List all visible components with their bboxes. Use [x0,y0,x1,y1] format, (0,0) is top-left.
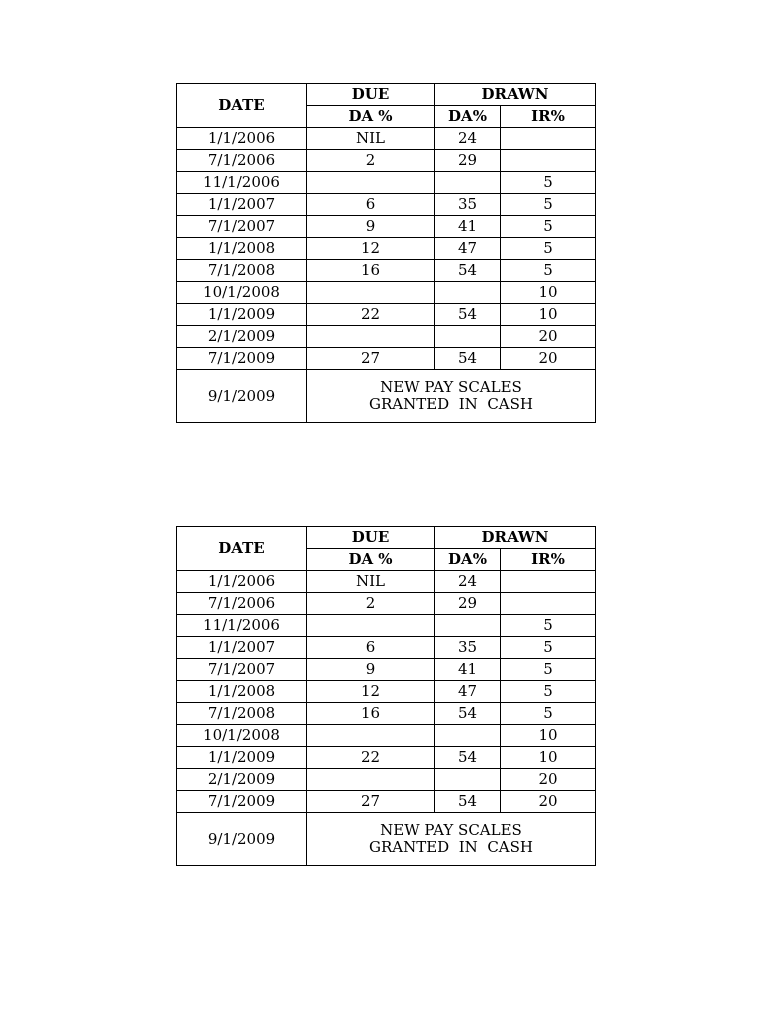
date-cell: 7/1/2007 [177,659,307,681]
due-da-cell: NIL [307,128,435,150]
drawn-da-cell [435,326,501,348]
footer-note-line: NEW PAY SCALES [380,378,522,396]
drawn-ir-cell: 10 [501,282,596,304]
due-da-cell: NIL [307,571,435,593]
footer-date-cell: 9/1/2009 [177,370,307,423]
date-header: DATE [177,84,307,128]
table-row [177,681,596,703]
drawn-ir-header: IR% [501,106,596,128]
date-cell: 1/1/2009 [177,747,307,769]
drawn-ir-cell: 5 [501,637,596,659]
drawn-ir-cell: 10 [501,725,596,747]
drawn-da-cell: 24 [435,128,501,150]
due-da-cell [307,172,435,194]
due-da-cell: 22 [307,304,435,326]
table-row [177,615,596,637]
table-row [177,593,596,615]
date-cell: 2/1/2009 [177,769,307,791]
drawn-da-cell: 41 [435,216,501,238]
header-row-top [177,527,596,549]
table-row [177,348,596,370]
drawn-ir-cell: 5 [501,260,596,282]
drawn-da-cell: 29 [435,593,501,615]
header-row-top [177,84,596,106]
date-cell: 1/1/2007 [177,637,307,659]
date-cell: 10/1/2008 [177,725,307,747]
date-cell: 1/1/2009 [177,304,307,326]
drawn-ir-cell: 20 [501,769,596,791]
due-da-cell: 16 [307,260,435,282]
da-table-body [177,84,596,423]
due-da-cell: 2 [307,593,435,615]
table-row [177,194,596,216]
drawn-da-header: DA% [435,549,501,571]
drawn-ir-cell: 5 [501,615,596,637]
date-cell: 1/1/2008 [177,238,307,260]
due-da-cell [307,615,435,637]
drawn-da-cell: 54 [435,791,501,813]
footer-note-line: GRANTED IN CASH [368,395,533,413]
drawn-ir-cell: 10 [501,304,596,326]
drawn-da-cell: 54 [435,348,501,370]
drawn-ir-cell: 5 [501,703,596,725]
date-cell: 1/1/2007 [177,194,307,216]
due-da-cell: 2 [307,150,435,172]
drawn-ir-header: IR% [501,549,596,571]
table-row [177,128,596,150]
table-row [177,659,596,681]
drawn-ir-cell: 5 [501,216,596,238]
drawn-da-cell: 35 [435,637,501,659]
date-cell: 7/1/2008 [177,703,307,725]
footer-note-cell [307,813,596,866]
due-da-cell: 22 [307,747,435,769]
table-row [177,326,596,348]
drawn-ir-cell: 5 [501,238,596,260]
date-cell: 7/1/2009 [177,791,307,813]
drawn-da-cell [435,615,501,637]
due-da-cell: 6 [307,637,435,659]
due-da-cell: 12 [307,681,435,703]
table-row [177,791,596,813]
da-table-1 [176,83,596,423]
drawn-da-header: DA% [435,106,501,128]
drawn-ir-cell: 20 [501,326,596,348]
drawn-ir-cell [501,150,596,172]
date-cell: 7/1/2006 [177,150,307,172]
drawn-ir-cell: 20 [501,348,596,370]
drawn-da-cell: 29 [435,150,501,172]
footer-note-cell [307,370,596,423]
drawn-da-cell [435,725,501,747]
due-da-cell: 9 [307,659,435,681]
due-header: DUE [307,84,435,106]
table-row [177,769,596,791]
footer-row [177,370,596,423]
drawn-da-cell: 41 [435,659,501,681]
drawn-ir-cell: 5 [501,194,596,216]
footer-date-cell: 9/1/2009 [177,813,307,866]
drawn-da-cell [435,769,501,791]
date-cell: 1/1/2008 [177,681,307,703]
table-row [177,637,596,659]
table-row [177,260,596,282]
table-row [177,216,596,238]
drawn-da-cell [435,172,501,194]
date-cell: 2/1/2009 [177,326,307,348]
table-row [177,172,596,194]
due-da-cell: 27 [307,348,435,370]
due-da-cell: 27 [307,791,435,813]
date-cell: 7/1/2009 [177,348,307,370]
due-da-cell [307,769,435,791]
footer-note-line: NEW PAY SCALES [380,821,522,839]
date-header: DATE [177,527,307,571]
drawn-ir-cell [501,128,596,150]
date-cell: 11/1/2006 [177,615,307,637]
date-cell: 7/1/2007 [177,216,307,238]
due-da-cell [307,282,435,304]
table-row [177,282,596,304]
table-row [177,747,596,769]
drawn-da-cell: 24 [435,571,501,593]
drawn-da-cell: 47 [435,238,501,260]
table-row [177,304,596,326]
table-row [177,703,596,725]
drawn-da-cell: 54 [435,747,501,769]
drawn-header: DRAWN [435,84,596,106]
drawn-ir-cell: 10 [501,747,596,769]
drawn-da-cell: 54 [435,703,501,725]
date-cell: 7/1/2008 [177,260,307,282]
due-da-cell [307,725,435,747]
due-da-cell: 6 [307,194,435,216]
footer-row [177,813,596,866]
due-da-header: DA % [307,549,435,571]
drawn-da-cell: 54 [435,304,501,326]
drawn-ir-cell: 5 [501,659,596,681]
due-da-cell: 16 [307,703,435,725]
drawn-ir-cell: 5 [501,172,596,194]
date-cell: 1/1/2006 [177,128,307,150]
drawn-ir-cell [501,571,596,593]
date-cell: 1/1/2006 [177,571,307,593]
due-da-cell [307,326,435,348]
due-da-cell: 12 [307,238,435,260]
table-row [177,725,596,747]
drawn-ir-cell: 5 [501,681,596,703]
date-cell: 10/1/2008 [177,282,307,304]
drawn-da-cell [435,282,501,304]
due-header: DUE [307,527,435,549]
date-cell: 11/1/2006 [177,172,307,194]
drawn-header: DRAWN [435,527,596,549]
drawn-da-cell: 47 [435,681,501,703]
table-row [177,150,596,172]
da-table-body [177,527,596,866]
drawn-da-cell: 35 [435,194,501,216]
drawn-ir-cell [501,593,596,615]
drawn-ir-cell: 20 [501,791,596,813]
due-da-cell: 9 [307,216,435,238]
drawn-da-cell: 54 [435,260,501,282]
due-da-header: DA % [307,106,435,128]
table-row [177,238,596,260]
date-cell: 7/1/2006 [177,593,307,615]
table-row [177,571,596,593]
da-table-2 [176,526,596,866]
footer-note-line: GRANTED IN CASH [368,838,533,856]
